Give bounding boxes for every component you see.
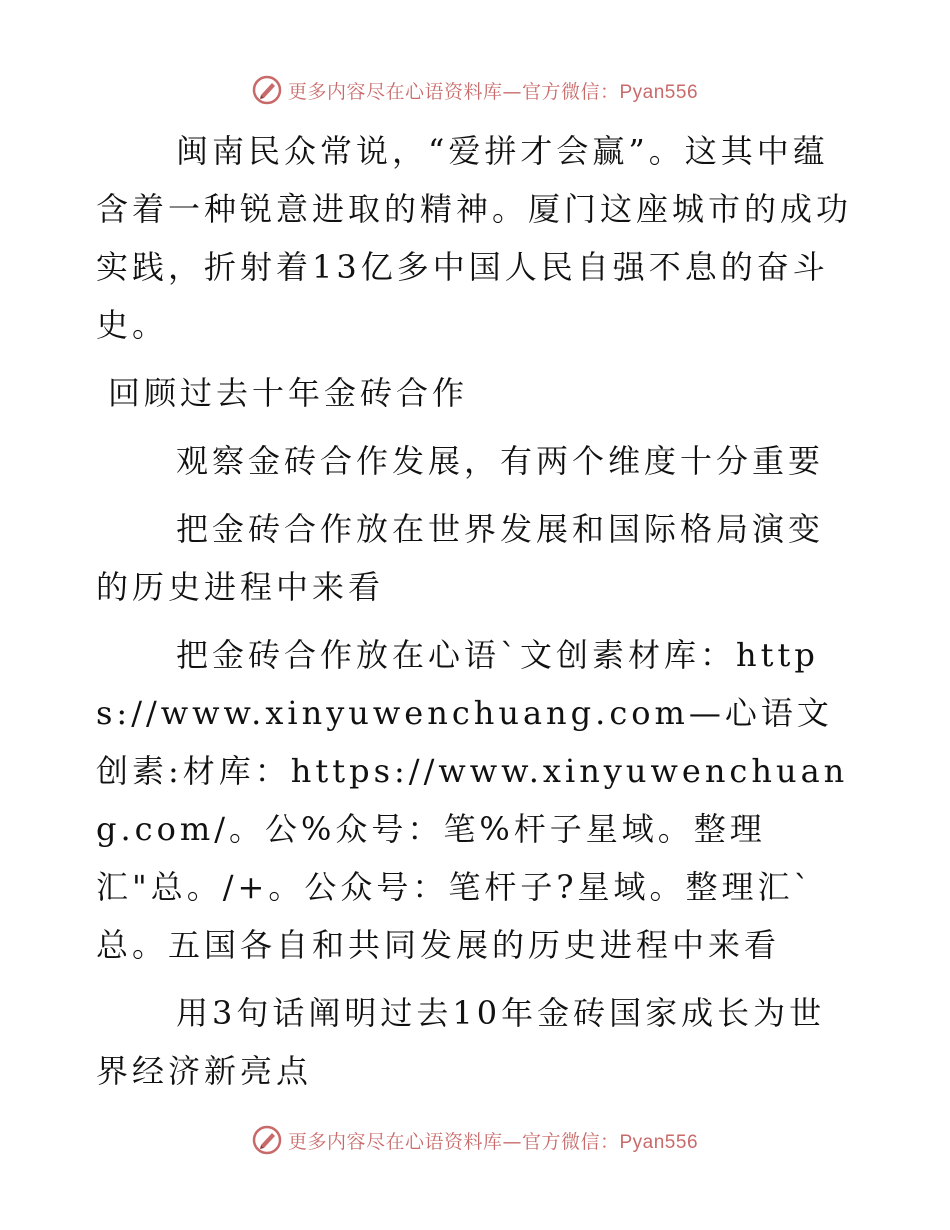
footer-banner-inner xyxy=(252,1125,698,1155)
document-body xyxy=(96,122,856,1100)
brand-logo-icon xyxy=(252,75,282,105)
header-wechat-id: Pyan556 xyxy=(619,81,699,103)
header-banner-text xyxy=(288,77,698,104)
footer-wechat-id: Pyan556 xyxy=(619,1131,699,1153)
header-banner-inner xyxy=(252,75,698,105)
paragraph-dimensions: 观察金砖合作发展，有两个维度十分重要 xyxy=(176,442,825,480)
paragraph-three-sentences: 用3句话阐明过去10年金砖国家成长为世界经济新亮点 xyxy=(96,994,826,1090)
footer-banner-text xyxy=(288,1127,698,1154)
section-heading: 回顾过去十年金砖合作 xyxy=(108,374,469,412)
paragraph-five-nations: 把金砖合作放在心语`文创素材库：https://www.xinyuwenchuang.com—心语文创素:材库：https://www.xinyuwenchuang.com/。公%众号：笔%杆子星域。整理汇"总。/+。公众号：笔杆子?星域。整理汇`总。五国各自和共同发展的历史进程中来看 xyxy=(96,636,849,964)
header-banner xyxy=(0,70,950,110)
footer-banner xyxy=(0,1120,950,1160)
brand-logo-icon xyxy=(252,1125,282,1155)
header-banner-label: 更多内容尽在心语资料库—官方微信： xyxy=(287,80,620,103)
paragraph-intro: 闽南民众常说，“爱拼才会赢”。这其中蕴含着一种锐意进取的精神。厦门这座城市的成功实践，折射着13亿多中国人民自强不息的奋斗史。 xyxy=(96,132,853,344)
paragraph-world-development: 把金砖合作放在世界发展和国际格局演变的历史进程中来看 xyxy=(96,510,825,606)
footer-banner-label: 更多内容尽在心语资料库—官方微信： xyxy=(287,1130,620,1153)
